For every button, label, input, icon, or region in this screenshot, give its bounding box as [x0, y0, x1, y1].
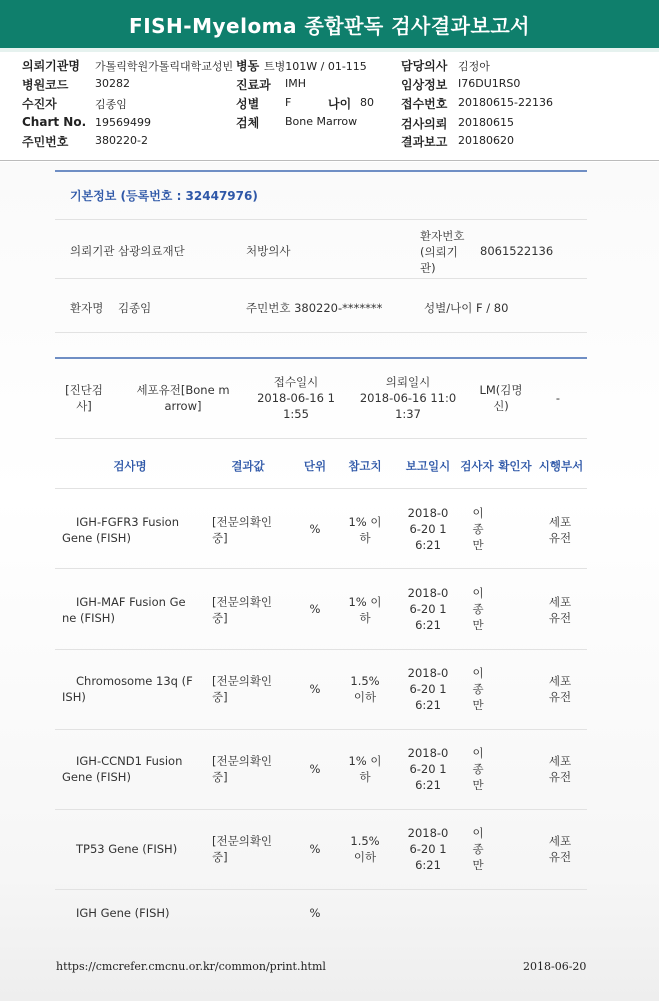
order-specimen: 세포유전[Bone m arrow]: [136, 383, 230, 413]
header-label: 주민번호: [22, 135, 69, 149]
test-name: TP53 Gene (FISH): [76, 842, 178, 856]
header-label: 임상정보: [401, 78, 448, 92]
test-name: IGH-CCND1 Fusion Gene (FISH): [62, 754, 183, 784]
test-reference: 1.5% 이하: [350, 674, 380, 704]
test-report-date: 2018-0 6-20 1 6:21: [407, 506, 449, 552]
header-label: 나이: [328, 97, 352, 111]
col-header-test-name: 검사명: [113, 459, 147, 473]
report-title: FISH-Myeloma 종합판독 검사결과보고서: [0, 0, 659, 48]
test-department: 세포 유전: [548, 754, 572, 784]
test-name: IGH-FGFR3 Fusion Gene (FISH): [62, 515, 179, 545]
header-value: 20180615: [458, 116, 514, 129]
test-report-date: 2018-0 6-20 1 6:21: [407, 586, 449, 632]
test-name: IGH Gene (FISH): [76, 906, 170, 920]
header-value: 30282: [95, 77, 130, 90]
header-label: 의뢰기관명: [22, 59, 80, 73]
header-value: 20180615-22136: [458, 96, 553, 109]
row-divider: [55, 488, 587, 489]
patient-number-label: 환자번호 (의뢰기 관): [420, 229, 465, 275]
test-unit: %: [309, 842, 321, 856]
test-tester: 이 종 만: [472, 506, 484, 552]
test-tester: 이 종 만: [472, 586, 484, 632]
test-reference: 1% 이 하: [348, 515, 382, 545]
sex-age: 성별/나이 F / 80: [424, 301, 509, 315]
received-datetime: 2018-06-16 1 1:55: [257, 391, 335, 421]
test-unit: %: [309, 682, 321, 696]
resident-number: 주민번호 380220-*******: [246, 301, 383, 315]
prescribing-doctor: 처방의사: [246, 244, 291, 258]
section-rule: [55, 357, 587, 359]
header-value: 김정아: [458, 60, 490, 73]
header-value: 20180620: [458, 134, 514, 147]
col-header-tester: 검사자: [460, 459, 494, 473]
header-label: 담당의사: [401, 59, 448, 73]
row-divider: [55, 809, 587, 810]
header-label: 진료과: [236, 78, 271, 92]
header-value: I76DU1RS0: [458, 77, 521, 90]
received-label: 접수일시: [273, 375, 319, 389]
header-label: 검체: [236, 116, 260, 130]
test-result: [전문의확인 중]: [212, 754, 273, 784]
col-header-unit: 단위: [303, 459, 327, 473]
row-divider: [55, 278, 587, 279]
test-reference: 1% 이 하: [348, 754, 382, 784]
print-url: https://cmcrefer.cmcnu.or.kr/common/print.html: [56, 960, 326, 973]
header-value: 트병101W / 01-115: [264, 60, 367, 73]
header-label: 결과보고: [401, 135, 448, 149]
patient-number: 8061522136: [480, 244, 554, 258]
header-value: 380220-2: [95, 134, 148, 147]
row-divider: [55, 438, 587, 439]
requested-label: 의뢰일시: [385, 375, 431, 389]
col-header-result: 결과값: [231, 459, 265, 473]
col-header-report-date: 보고일시: [405, 459, 451, 473]
test-department: 세포 유전: [548, 834, 572, 864]
order-dash: -: [555, 391, 561, 405]
row-divider: [55, 568, 587, 569]
test-name: IGH-MAF Fusion Ge ne (FISH): [62, 595, 186, 625]
header-label: 수진자: [22, 97, 57, 111]
header-label: Chart No.: [22, 115, 87, 129]
test-unit: %: [309, 522, 321, 536]
test-unit: %: [309, 602, 321, 616]
print-date: 2018-06-20: [523, 960, 587, 973]
test-tester: 이 종 만: [472, 666, 484, 712]
header-value: 19569499: [95, 116, 151, 129]
header-label: 병동: [236, 59, 260, 73]
test-unit: %: [309, 906, 321, 920]
header-label: 병원코드: [22, 78, 69, 92]
col-header-reference: 참고치: [348, 459, 382, 473]
order-dept: [진단검 사]: [65, 383, 103, 413]
basic-info-title: 기본정보 (등록번호 : 32447976): [70, 189, 258, 203]
test-result: [전문의확인 중]: [212, 595, 273, 625]
header-label: 검사의뢰: [401, 117, 448, 131]
test-report-date: 2018-0 6-20 1 6:21: [407, 666, 449, 712]
section-rule: [55, 170, 587, 172]
test-department: 세포 유전: [548, 595, 572, 625]
test-result: [전문의확인 중]: [212, 515, 273, 545]
report-header: [0, 52, 659, 161]
test-reference: 1.5% 이하: [350, 834, 380, 864]
row-divider: [55, 729, 587, 730]
institution: 의뢰기관 삼광의료재단: [70, 244, 185, 258]
lm-name: LM(김명 신): [479, 383, 523, 413]
header-value: 80: [360, 96, 374, 109]
requested-datetime: 2018-06-16 11:0 1:37: [359, 391, 457, 421]
test-result: [전문의확인 중]: [212, 674, 273, 704]
header-value: IMH: [285, 77, 307, 90]
header-value: 김종임: [95, 98, 127, 111]
header-value: 가톨릭학원가톨릭대학교성빈: [95, 60, 234, 73]
test-unit: %: [309, 762, 321, 776]
test-department: 세포 유전: [548, 674, 572, 704]
test-report-date: 2018-0 6-20 1 6:21: [407, 826, 449, 872]
test-tester: 이 종 만: [472, 826, 484, 872]
header-label: 성별: [236, 97, 260, 111]
header-value: Bone Marrow: [285, 115, 358, 128]
test-report-date: 2018-0 6-20 1 6:21: [407, 746, 449, 792]
row-divider: [55, 889, 587, 890]
col-header-department: 시행부서: [538, 459, 584, 473]
header-label: 접수번호: [401, 97, 448, 111]
row-divider: [55, 219, 587, 220]
col-header-confirmer: 확인자: [498, 459, 532, 473]
scanned-document: [0, 162, 659, 1001]
row-divider: [55, 332, 587, 333]
row-divider: [55, 649, 587, 650]
header-value: F: [285, 96, 292, 109]
test-result: [전문의확인 중]: [212, 834, 273, 864]
test-tester: 이 종 만: [472, 746, 484, 792]
patient-name: 환자명 김종임: [70, 301, 152, 315]
test-department: 세포 유전: [548, 515, 572, 545]
test-name: Chromosome 13q (F ISH): [62, 674, 193, 704]
test-reference: 1% 이 하: [348, 595, 382, 625]
